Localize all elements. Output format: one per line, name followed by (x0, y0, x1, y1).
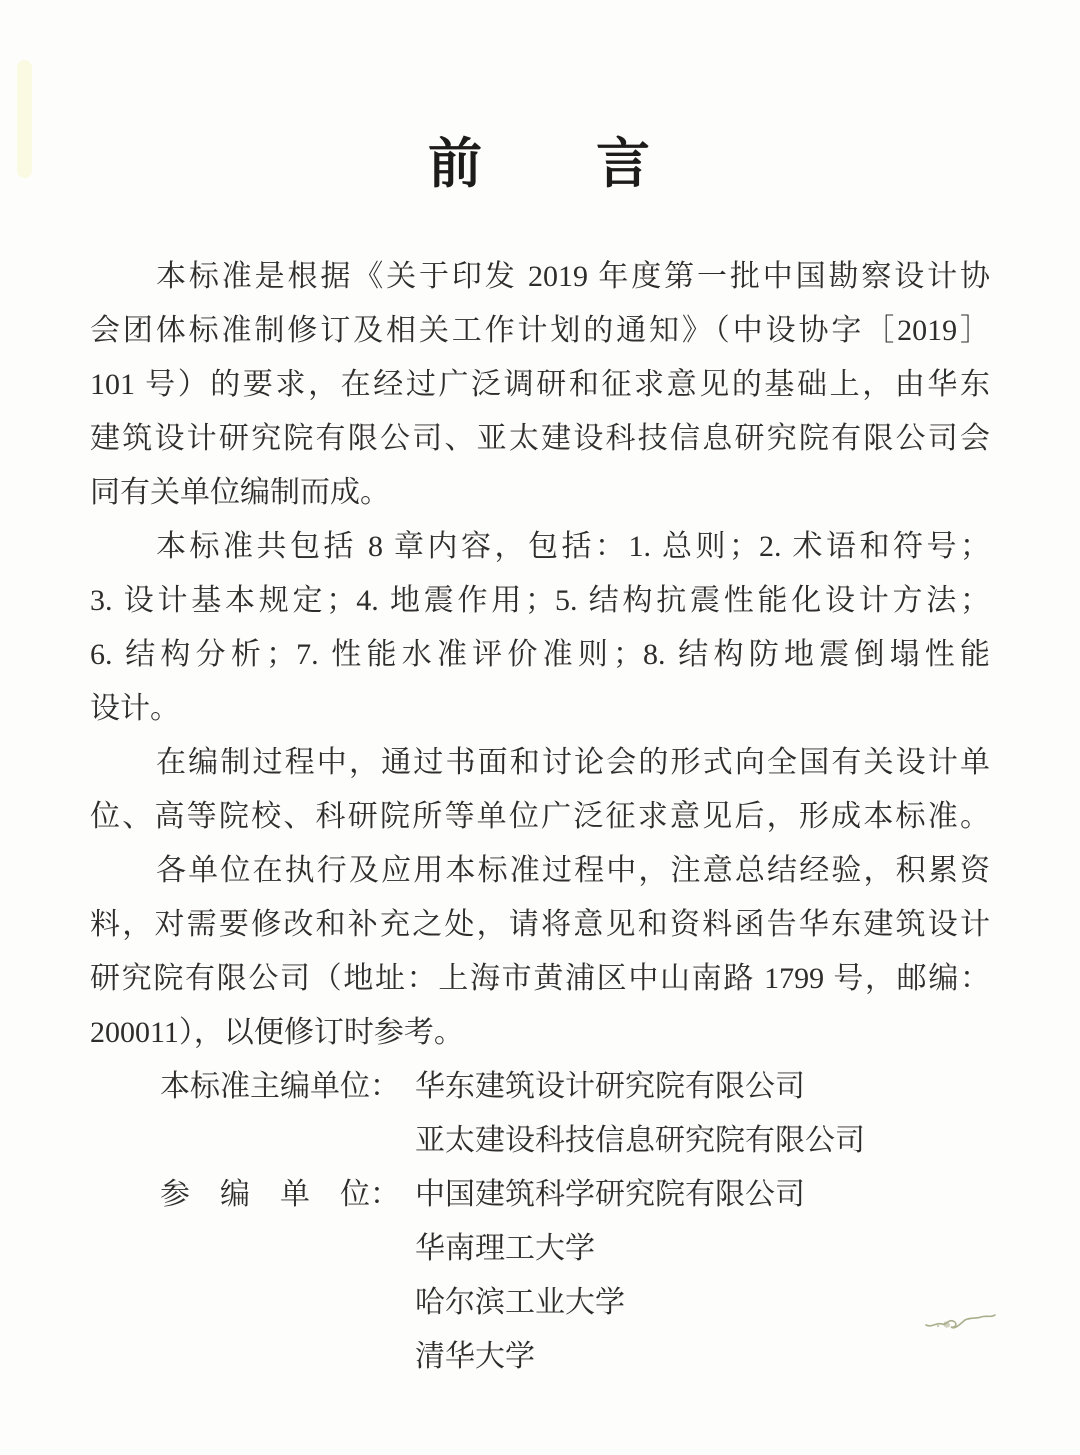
text-line: 本标准共包括 8 章内容，包括：1. 总则；2. 术语和符号； (156, 530, 990, 563)
editors-row (90, 1276, 990, 1330)
paragraph (90, 736, 990, 844)
text-line: 本标准是根据《关于印发 2019 年度第一批中国勘察设计协 (156, 260, 990, 293)
unit-name: 中国建筑科学研究院有限公司 (415, 1178, 805, 1211)
editors-row (90, 1114, 990, 1168)
text-line: 在编制过程中，通过书面和讨论会的形式向全国有关设计单 (156, 746, 990, 779)
unit-name: 清华大学 (415, 1340, 535, 1373)
text-line: 各单位在执行及应用本标准过程中，注意总结经验，积累资 (156, 854, 990, 887)
editors-row (90, 1168, 990, 1222)
unit-name: 华南理工大学 (415, 1232, 595, 1265)
text-line: 建筑设计研究院有限公司、亚太建设科技信息研究院有限公司会 (90, 422, 990, 455)
text-line: 设计。 (90, 692, 180, 725)
unit-name: 亚太建设科技信息研究院有限公司 (415, 1124, 865, 1157)
editors-row (90, 1060, 990, 1114)
preface-title: 前 言 (428, 134, 652, 194)
editors-row (90, 1330, 990, 1384)
unit-name: 哈尔滨工业大学 (415, 1286, 625, 1319)
text-line: 3. 设计基本规定；4. 地震作用；5. 结构抗震性能化设计方法； (90, 584, 990, 617)
text-line: 位、高等院校、科研院所等单位广泛征求意见后，形成本标准。 (90, 800, 990, 833)
paragraph (90, 844, 990, 1060)
text-line: 研究院有限公司（地址：上海市黄浦区中山南路 1799 号，邮编： (90, 962, 990, 995)
editors-block (90, 1060, 990, 1384)
preface-body (90, 250, 990, 1384)
paragraph (90, 520, 990, 736)
text-line: 料，对需要修改和补充之处，请将意见和资料函告华东建筑设计 (90, 908, 990, 941)
editors-row (90, 1222, 990, 1276)
paragraph (90, 250, 990, 520)
text-line: 同有关单位编制而成。 (90, 476, 390, 509)
text-line: 6. 结构分析；7. 性能水准评价准则；8. 结构防地震倒塌性能 (90, 638, 990, 671)
text-line: 101 号）的要求，在经过广泛调研和征求意见的基础上，由华东 (90, 368, 990, 401)
scan-artifact-strip (17, 60, 32, 178)
text-line: 200011），以便修订时参考。 (90, 1016, 464, 1049)
chief-editor-label: 本标准主编单位： (160, 1070, 400, 1103)
participating-editor-label: 参 编 单 位： (160, 1178, 400, 1211)
scan-smudge-mark (922, 1306, 1000, 1336)
text-line: 会团体标准制修订及相关工作计划的通知》（中设协字［2019］ (90, 314, 990, 347)
unit-name: 华东建筑设计研究院有限公司 (415, 1070, 805, 1103)
